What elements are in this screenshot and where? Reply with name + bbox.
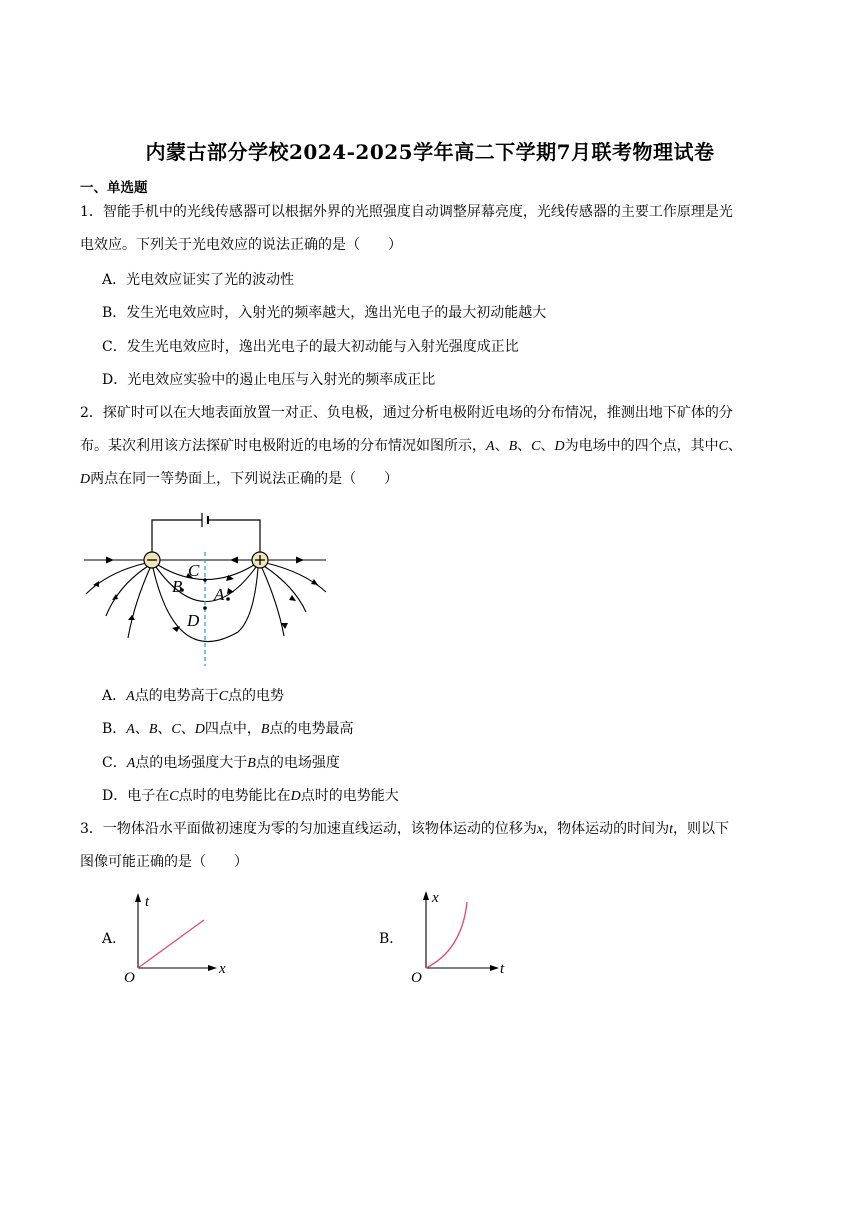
figure-label-b: B: [172, 577, 183, 596]
q2-stem-line2: 布。某次利用该方法探矿时电极附近的电场的分布情况如图所示，A、B、C、D为电场中的四个点，其中C、: [80, 438, 742, 454]
q3-stem-line1: 3．一物体沿水平面做初速度为零的匀加速直线运动，该物体运动的位移为x，物体运动的时间为t，则以下: [80, 821, 730, 837]
q3-graph-a-x-label: x: [219, 961, 226, 977]
q3-graph-b-origin: O: [411, 970, 422, 986]
q3-graph-a-y-label: t: [145, 894, 150, 910]
q3-stem-line2: 图像可能正确的是（ ）: [80, 854, 248, 870]
q3-graph-a: [118, 890, 238, 986]
q1-stem-line2: 电效应。下列关于光电效应的说法正确的是（ ）: [80, 237, 402, 253]
q1-option-b: B．发生光电效应时，入射光的频率越大，逸出光电子的最大初动能越大: [102, 305, 547, 321]
q2-option-d: D．电子在C点时的电势能比在D点时的电势能大: [102, 788, 399, 804]
q2-option-a: A．A点的电势高于C点的电势: [102, 688, 285, 704]
q3-graph-b-x-label: t: [500, 961, 505, 977]
q1-option-a: A．光电效应证实了光的波动性: [102, 272, 295, 288]
figure-label-c: C: [188, 561, 200, 580]
q2-stem-line1: 2．探矿时可以在大地表面放置一对正、负电极，通过分析电极附近电场的分布情况，推测出地下矿体的分: [80, 405, 733, 421]
q1-option-d: D．光电效应实验中的遏止电压与入射光的频率成正比: [102, 372, 436, 388]
q2-option-b: B．A、B、C、D四点中，B点的电势最高: [102, 721, 354, 737]
q3-option-b-label: B．: [379, 931, 404, 947]
page-title: 内蒙古部分学校2024-2025学年高二下学期7月联考物理试卷: [145, 140, 715, 164]
q1-option-c: C．发生光电效应时，逸出光电子的最大初动能与入射光强度成正比: [102, 339, 519, 355]
q3-graph-b-y-label: x: [432, 890, 439, 906]
q2-stem-line3: D两点在同一等势面上，下列说法正确的是（ ）: [80, 471, 399, 487]
section-heading: 一、单选题: [80, 180, 148, 196]
q3-graph-a-origin: O: [124, 970, 135, 986]
q2-option-c: C．A点的电场强度大于B点的电场强度: [102, 755, 340, 771]
figure-label-a: A: [214, 585, 225, 604]
electric-field-figure: [78, 508, 338, 668]
q3-graph-b: [406, 886, 516, 986]
q1-stem-line1: 1．智能手机中的光线传感器可以根据外界的光照强度自动调整屏幕亮度，光线传感器的主要工作原理是光: [80, 204, 733, 220]
q3-option-a-label: A．: [102, 931, 127, 947]
figure-label-d: D: [187, 611, 200, 630]
